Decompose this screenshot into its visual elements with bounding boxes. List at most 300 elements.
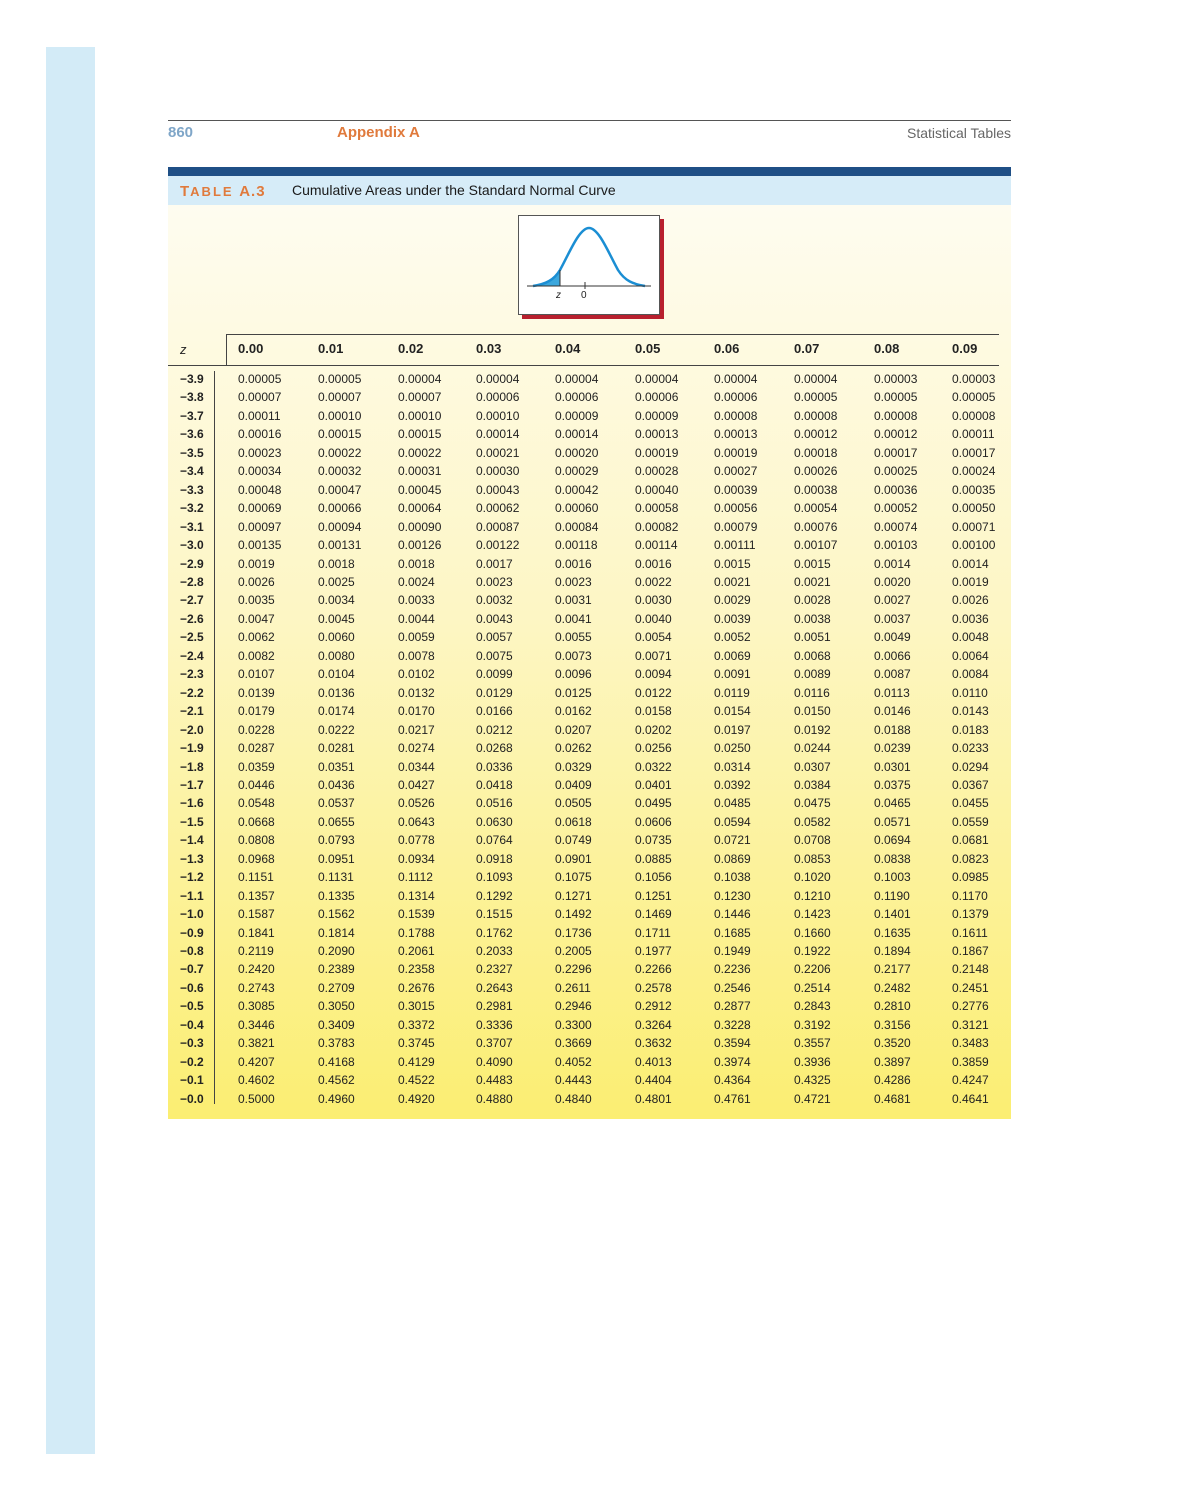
z-value: −3.3	[180, 482, 204, 497]
table-cell: 0.4562	[318, 1073, 355, 1088]
table-cell: 0.00004	[398, 372, 442, 386]
table-cell: 0.0329	[555, 759, 592, 774]
z-value: −0.7	[180, 962, 204, 977]
table-cell: 0.00100	[952, 538, 996, 552]
table-cell: 0.1056	[635, 870, 672, 885]
figure-z-label: z	[556, 290, 561, 301]
table-cell: 0.0039	[714, 611, 751, 626]
table-cell: 0.1093	[476, 870, 513, 885]
table-cell: 0.3632	[635, 1036, 672, 1051]
table-cell: 0.0336	[476, 759, 513, 774]
header-divider	[226, 334, 227, 366]
table-cell: 0.0228	[238, 722, 275, 737]
table-cell: 0.00018	[794, 445, 838, 460]
table-row	[0, 870, 1200, 888]
table-cell: 0.00060	[555, 501, 599, 516]
z-value: −2.3	[180, 667, 204, 682]
table-cell: 0.00062	[476, 501, 520, 516]
table-cell: 0.0202	[635, 722, 672, 737]
table-row	[0, 760, 1200, 778]
table-cell: 0.0594	[714, 814, 751, 829]
table-cell: 0.00003	[874, 372, 918, 386]
table-cell: 0.00029	[555, 464, 599, 479]
table-cell: 0.3121	[952, 1017, 989, 1032]
table-cell: 0.0212	[476, 722, 513, 737]
table-row	[0, 575, 1200, 593]
table-cell: 0.00027	[714, 464, 758, 479]
table-cell: 0.3264	[635, 1017, 672, 1032]
table-cell: 0.00034	[238, 464, 282, 479]
table-cell: 0.0505	[555, 796, 592, 811]
table-cell: 0.4052	[555, 1054, 592, 1069]
table-cell: 0.00114	[635, 538, 678, 552]
table-cell: 0.1271	[555, 888, 592, 903]
table-cell: 0.00009	[635, 408, 679, 423]
table-cell: 0.1075	[555, 870, 592, 885]
table-cell: 0.4522	[398, 1073, 435, 1088]
table-row	[0, 464, 1200, 482]
table-cell: 0.0681	[952, 833, 989, 848]
table-row	[0, 1036, 1200, 1054]
table-cell: 0.4247	[952, 1073, 989, 1088]
table-cell: 0.0268	[476, 741, 513, 755]
table-row	[0, 944, 1200, 962]
table-cell: 0.1762	[476, 925, 513, 940]
table-cell: 0.4721	[794, 1091, 831, 1106]
table-cell: 0.1492	[555, 907, 592, 921]
table-row	[0, 1018, 1200, 1036]
table-cell: 0.0384	[794, 777, 831, 792]
table-cell: 0.0136	[318, 685, 355, 700]
table-cell: 0.00006	[555, 390, 599, 405]
table-cell: 0.0162	[555, 704, 592, 719]
table-cell: 0.2296	[555, 962, 592, 977]
z-value: −2.5	[180, 630, 204, 645]
table-row	[0, 630, 1200, 648]
z-value: −1.6	[180, 796, 204, 811]
table-cell: 0.1814	[318, 925, 355, 940]
table-cell: 0.00038	[794, 482, 838, 497]
table-cell: 0.0015	[794, 556, 831, 571]
table-cell: 0.0668	[238, 814, 275, 829]
table-cell: 0.2877	[714, 999, 751, 1014]
table-cell: 0.00036	[874, 482, 918, 497]
table-cell: 0.00004	[555, 372, 599, 386]
table-cell: 0.0017	[476, 556, 513, 571]
table-cell: 0.2946	[555, 999, 592, 1014]
column-header: 0.07	[794, 341, 820, 356]
z-value: −2.9	[180, 556, 204, 571]
table-cell: 0.0020	[874, 575, 911, 589]
table-row	[0, 409, 1200, 427]
table-row	[0, 1073, 1200, 1091]
table-cell: 0.00005	[874, 390, 918, 405]
table-cell: 0.0052	[714, 630, 751, 645]
table-cell: 0.0132	[398, 685, 435, 700]
table-cell: 0.1292	[476, 888, 513, 903]
table-cell: 0.0150	[794, 704, 831, 719]
table-cell: 0.00084	[555, 519, 599, 534]
section-title: Statistical Tables	[906, 125, 1011, 141]
table-cell: 0.0526	[398, 796, 435, 811]
table-cell: 0.00042	[555, 482, 599, 497]
table-cell: 0.1003	[874, 870, 911, 885]
table-cell: 0.2389	[318, 962, 355, 977]
table-row	[0, 962, 1200, 980]
table-cell: 0.0351	[318, 759, 355, 774]
table-cell: 0.00005	[794, 390, 838, 405]
table-cell: 0.0089	[794, 667, 831, 682]
table-row	[0, 907, 1200, 925]
table-cell: 0.0154	[714, 704, 751, 719]
table-cell: 0.0069	[714, 648, 751, 663]
table-cell: 0.1867	[952, 943, 989, 958]
table-cell: 0.0021	[794, 575, 831, 589]
table-cell: 0.0322	[635, 759, 672, 774]
table-cell: 0.00004	[714, 372, 758, 386]
z-value: −0.9	[180, 925, 204, 940]
table-cell: 0.00011	[952, 427, 995, 442]
table-cell: 0.00006	[635, 390, 679, 405]
table-cell: 0.00004	[635, 372, 679, 386]
z-value: −3.9	[180, 372, 204, 386]
column-header: 0.02	[398, 341, 424, 356]
table-cell: 0.0838	[874, 851, 911, 866]
z-value: −0.1	[180, 1073, 204, 1088]
table-cell: 0.00009	[555, 408, 599, 423]
table-cell: 0.4090	[476, 1054, 513, 1069]
table-cell: 0.0073	[555, 648, 592, 663]
table-cell: 0.0119	[714, 685, 750, 700]
table-cell: 0.00111	[714, 538, 756, 552]
table-cell: 0.00076	[794, 519, 838, 534]
table-cell: 0.0059	[398, 630, 435, 645]
column-header: 0.06	[714, 341, 740, 356]
z-value: −0.8	[180, 943, 204, 958]
table-cell: 0.0139	[238, 685, 275, 700]
table-cell: 0.0107	[238, 667, 275, 682]
table-cell: 0.1379	[952, 907, 989, 921]
table-cell: 0.0024	[398, 575, 435, 589]
table-cell: 0.00047	[318, 482, 362, 497]
table-cell: 0.1446	[714, 907, 751, 921]
table-cell: 0.00017	[952, 445, 996, 460]
table-title-band	[168, 176, 1011, 205]
table-cell: 0.1335	[318, 888, 355, 903]
table-cell: 0.0869	[714, 851, 751, 866]
table-cell: 0.0094	[635, 667, 672, 682]
column-header: 0.05	[635, 341, 661, 356]
table-cell: 0.1635	[874, 925, 911, 940]
z-value: −3.0	[180, 538, 204, 552]
table-cell: 0.00006	[476, 390, 520, 405]
table-cell: 0.0344	[398, 759, 435, 774]
table-cell: 0.0375	[874, 777, 911, 792]
table-cell: 0.0968	[238, 851, 275, 866]
table-cell: 0.0618	[555, 814, 592, 829]
table-cell: 0.4404	[635, 1073, 672, 1088]
table-cell: 0.00008	[952, 408, 996, 423]
table-cell: 0.0274	[398, 741, 435, 755]
table-cell: 0.0018	[398, 556, 435, 571]
table-cell: 0.0694	[874, 833, 911, 848]
table-cell: 0.0934	[398, 851, 435, 866]
table-cell: 0.0516	[476, 796, 513, 811]
table-cell: 0.2743	[238, 980, 275, 995]
table-row	[0, 778, 1200, 796]
table-cell: 0.1977	[635, 943, 672, 958]
table-cell: 0.00008	[714, 408, 758, 423]
table-cell: 0.0244	[794, 741, 831, 755]
table-cell: 0.0174	[318, 704, 355, 719]
z-value: −3.1	[180, 519, 204, 534]
table-cell: 0.0281	[318, 741, 355, 755]
z-value: −3.7	[180, 408, 204, 423]
table-cell: 0.5000	[238, 1091, 275, 1106]
appendix-label: Appendix A	[337, 124, 420, 141]
table-cell: 0.00022	[318, 445, 362, 460]
table-cell: 0.00012	[874, 427, 918, 442]
table-cell: 0.00023	[238, 445, 282, 460]
table-row	[0, 1092, 1200, 1110]
table-cell: 0.2709	[318, 980, 355, 995]
table-cell: 0.1170	[952, 888, 988, 903]
table-cell: 0.0041	[555, 611, 592, 626]
table-cell: 0.00019	[714, 445, 758, 460]
table-cell: 0.00028	[635, 464, 679, 479]
table-cell: 0.0207	[555, 722, 592, 737]
table-cell: 0.00074	[874, 519, 918, 534]
table-cell: 0.2358	[398, 962, 435, 977]
table-cell: 0.1539	[398, 907, 435, 921]
table-cell: 0.3156	[874, 1017, 911, 1032]
table-cell: 0.1423	[794, 907, 831, 921]
table-cell: 0.0016	[635, 556, 672, 571]
table-cell: 0.1190	[874, 888, 910, 903]
table-row	[0, 483, 1200, 501]
table-cell: 0.0183	[952, 722, 989, 737]
table-cell: 0.00015	[318, 427, 362, 442]
column-header: 0.01	[318, 341, 344, 356]
table-cell: 0.0918	[476, 851, 513, 866]
table-cell: 0.2206	[794, 962, 831, 977]
table-cell: 0.00066	[318, 501, 362, 516]
table-cell: 0.3669	[555, 1036, 592, 1051]
column-header: 0.09	[952, 341, 978, 356]
table-cell: 0.0630	[476, 814, 513, 829]
z-value: −0.2	[180, 1054, 204, 1069]
header-rule	[168, 120, 1011, 121]
table-cell: 0.00135	[238, 538, 282, 552]
table-cell: 0.3557	[794, 1036, 831, 1051]
table-cell: 0.2843	[794, 999, 831, 1014]
table-cell: 0.1949	[714, 943, 751, 958]
table-cell: 0.0239	[874, 741, 911, 755]
table-cell: 0.00050	[952, 501, 996, 516]
table-cell: 0.0262	[555, 741, 592, 755]
z-value: −0.0	[180, 1091, 204, 1106]
z-value: −0.3	[180, 1036, 204, 1051]
table-cell: 0.0021	[714, 575, 751, 589]
table-cell: 0.0885	[635, 851, 672, 866]
table-cell: 0.4168	[318, 1054, 355, 1069]
table-cell: 0.00005	[238, 372, 282, 386]
table-cell: 0.00094	[318, 519, 362, 534]
table-cell: 0.0104	[318, 667, 355, 682]
table-cell: 0.1660	[794, 925, 831, 940]
table-cell: 0.0049	[874, 630, 911, 645]
table-cell: 0.0091	[714, 667, 751, 682]
table-cell: 0.0078	[398, 648, 435, 663]
table-cell: 0.0222	[318, 722, 355, 737]
table-cell: 0.1314	[398, 888, 435, 903]
table-cell: 0.0022	[635, 575, 672, 589]
table-cell: 0.00090	[398, 519, 442, 534]
table-cell: 0.00004	[476, 372, 520, 386]
table-cell: 0.0548	[238, 796, 275, 811]
table-row	[0, 999, 1200, 1017]
figure-zero-label: 0	[581, 290, 587, 301]
table-cell: 0.00007	[398, 390, 442, 405]
table-cell: 0.0158	[635, 704, 672, 719]
table-cell: 0.00005	[952, 390, 996, 405]
table-cell: 0.00020	[555, 445, 599, 460]
table-cell: 0.0764	[476, 833, 513, 848]
table-cell: 0.00008	[874, 408, 918, 423]
table-cell: 0.00014	[555, 427, 599, 442]
z-value: −0.4	[180, 1017, 204, 1032]
table-cell: 0.00025	[874, 464, 918, 479]
table-cell: 0.0793	[318, 833, 355, 848]
table-cell: 0.1210	[794, 888, 831, 903]
table-cell: 0.0040	[635, 611, 672, 626]
table-row	[0, 372, 1200, 390]
table-cell: 0.00016	[238, 427, 282, 442]
table-cell: 0.0125	[555, 685, 592, 700]
table-cell: 0.0179	[238, 704, 275, 719]
table-cell: 0.4960	[318, 1091, 355, 1106]
z-value: −1.5	[180, 814, 204, 829]
table-cell: 0.0057	[476, 630, 513, 645]
table-cell: 0.0778	[398, 833, 435, 848]
table-cell: 0.0537	[318, 796, 355, 811]
table-cell: 0.00010	[476, 408, 520, 423]
table-cell: 0.1922	[794, 943, 831, 958]
table-cell: 0.0294	[952, 759, 989, 774]
z-value: −1.9	[180, 741, 204, 755]
table-cell: 0.0233	[952, 741, 989, 755]
table-cell: 0.0418	[476, 777, 513, 792]
table-cell: 0.1038	[714, 870, 751, 885]
table-cell: 0.3520	[874, 1036, 911, 1051]
z-value: −2.2	[180, 685, 204, 700]
table-cell: 0.3192	[794, 1017, 831, 1032]
table-cell: 0.3050	[318, 999, 355, 1014]
table-cell: 0.00087	[476, 519, 520, 534]
table-cell: 0.00071	[952, 519, 996, 534]
table-cell: 0.4207	[238, 1054, 275, 1069]
table-cell: 0.0102	[398, 667, 435, 682]
table-cell: 0.0853	[794, 851, 831, 866]
table-cell: 0.0055	[555, 630, 592, 645]
table-cell: 0.0064	[952, 648, 989, 663]
table-cell: 0.00048	[238, 482, 282, 497]
table-cell: 0.0571	[874, 814, 911, 829]
column-header: 0.00	[238, 341, 264, 356]
table-row	[0, 852, 1200, 870]
table-row	[0, 926, 1200, 944]
table-cell: 0.00045	[398, 482, 442, 497]
table-cell: 0.0068	[794, 648, 831, 663]
table-cell: 0.3483	[952, 1036, 989, 1051]
table-cell: 0.0146	[874, 704, 911, 719]
z-value: −3.4	[180, 464, 204, 479]
table-cell: 0.1515	[476, 907, 513, 921]
table-cell: 0.0045	[318, 611, 355, 626]
column-header: 0.08	[874, 341, 900, 356]
table-row	[0, 649, 1200, 667]
table-cell: 0.0035	[238, 593, 275, 608]
z-value: −1.2	[180, 870, 204, 885]
table-cell: 0.2776	[952, 999, 989, 1014]
z-value: −1.7	[180, 777, 204, 792]
table-cell: 0.1230	[714, 888, 751, 903]
table-cell: 0.3228	[714, 1017, 751, 1032]
z-value: −1.4	[180, 833, 204, 848]
table-cell: 0.0014	[952, 556, 989, 571]
table-cell: 0.2451	[952, 980, 989, 995]
table-cell: 0.2810	[874, 999, 911, 1014]
table-cell: 0.0028	[794, 593, 831, 608]
table-cell: 0.00054	[794, 501, 838, 516]
table-cell: 0.00010	[398, 408, 442, 423]
table-cell: 0.0359	[238, 759, 275, 774]
table-cell: 0.1131	[318, 870, 354, 885]
table-cell: 0.0066	[874, 648, 911, 663]
table-cell: 0.3707	[476, 1036, 513, 1051]
table-cell: 0.0401	[635, 777, 672, 792]
z-value: −3.5	[180, 445, 204, 460]
table-cell: 0.00010	[318, 408, 362, 423]
table-cell: 0.2611	[555, 980, 591, 995]
table-cell: 0.0023	[476, 575, 513, 589]
table-cell: 0.2643	[476, 980, 513, 995]
table-cell: 0.0026	[952, 593, 989, 608]
z-value: −1.8	[180, 759, 204, 774]
table-cell: 0.4880	[476, 1091, 513, 1106]
table-cell: 0.0721	[714, 833, 751, 848]
table-row	[0, 427, 1200, 445]
table-cell: 0.1788	[398, 925, 435, 940]
z-value: −3.2	[180, 501, 204, 516]
table-row	[0, 593, 1200, 611]
table-cell: 0.00126	[398, 538, 442, 552]
table-cell: 0.3336	[476, 1017, 513, 1032]
table-cell: 0.4443	[555, 1073, 592, 1088]
table-cell: 0.0749	[555, 833, 592, 848]
table-cell: 0.4920	[398, 1091, 435, 1106]
table-cell: 0.3897	[874, 1054, 911, 1069]
table-cell: 0.0033	[398, 593, 435, 608]
table-cell: 0.4325	[794, 1073, 831, 1088]
table-cell: 0.1469	[635, 907, 672, 921]
table-cell: 0.0427	[398, 777, 435, 792]
table-cell: 0.4364	[714, 1073, 751, 1088]
table-cell: 0.0099	[476, 667, 513, 682]
table-cell: 0.1685	[714, 925, 751, 940]
table-cell: 0.1251	[635, 888, 672, 903]
table-cell: 0.1841	[238, 925, 275, 940]
